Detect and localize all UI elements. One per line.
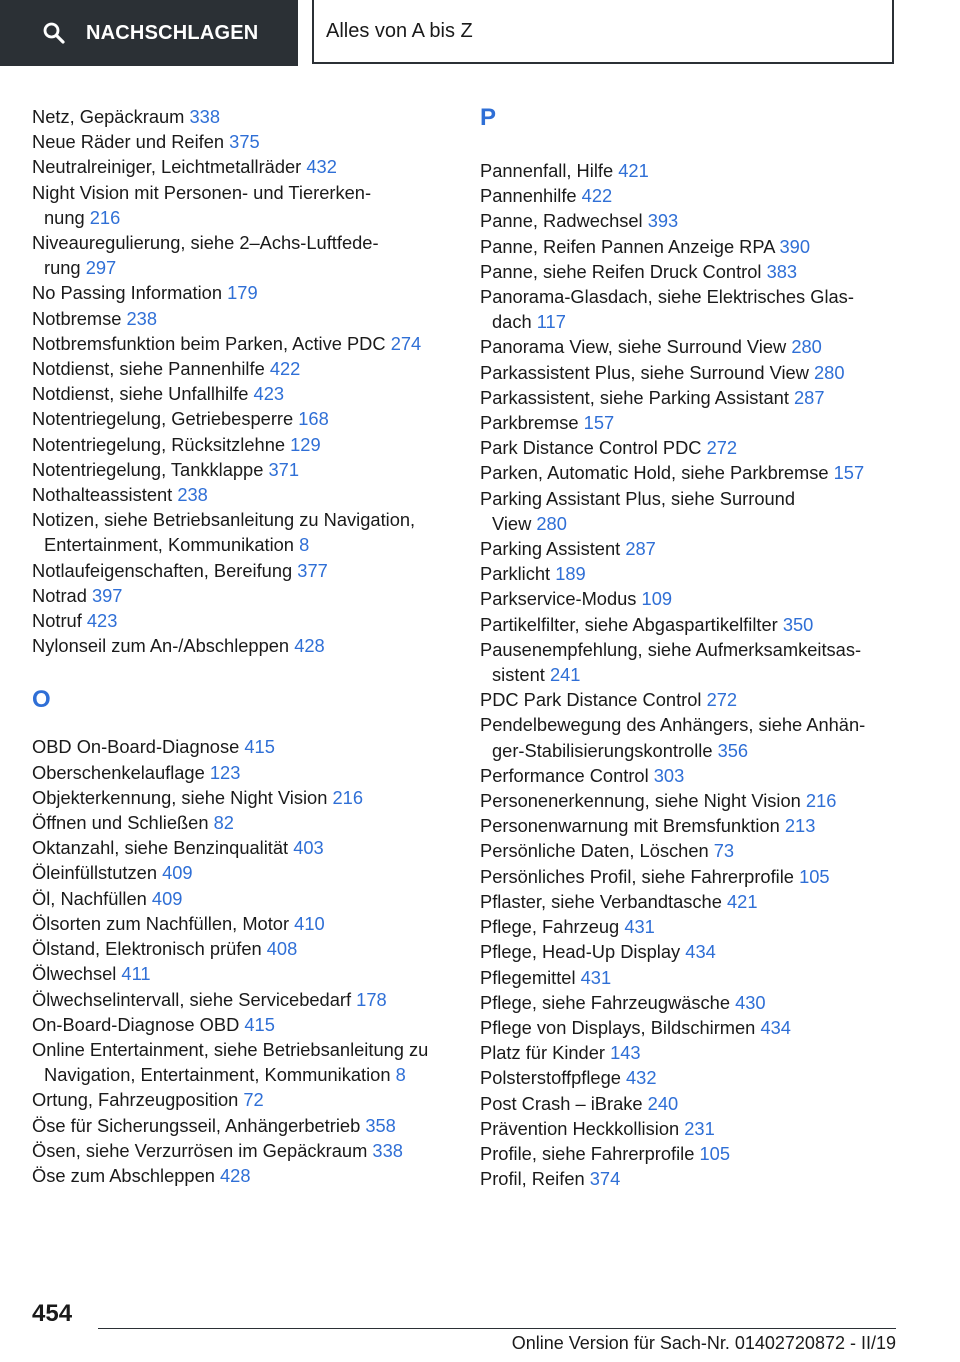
page-reference-link[interactable]: 216 [89,206,121,228]
page-reference-link[interactable]: 358 [365,1114,396,1136]
index-entry-text: Ösen, siehe Verzurrösen im Gepäckraum [32,1139,368,1161]
page-reference-link[interactable]: 157 [583,412,615,434]
index-entry [480,486,900,536]
index-entry [32,306,452,331]
index-entry-text: Öleinfüllstutzen [32,862,157,884]
index-entry-text: sistent [492,664,545,686]
index-entry-text: Pflaster, siehe Verbandtasche [480,890,722,912]
index-entry [32,785,452,810]
page-reference-link[interactable]: 431 [624,916,655,938]
index-entry [32,1138,452,1163]
index-entry-text: Parkservice-Modus [480,588,637,610]
index-entry [480,334,900,359]
index-entry-text: Öse für Sicherungsseil, Anhängerbetrieb [32,1114,361,1136]
page-reference-link[interactable]: 415 [244,1013,275,1035]
index-entry [32,1163,452,1188]
page-reference-link[interactable]: 422 [269,358,301,380]
index-entry-text: Online Entertainment, siehe Betriebsanleitung zu [32,1038,429,1060]
index-entry-text: Neue Räder und Reifen [32,131,225,153]
index-entry [32,104,452,129]
index-entry [32,608,452,633]
page-reference-link[interactable]: 72 [243,1089,264,1111]
index-entry-text: Panorama-Glasdach, siehe Elektrisches Glas- [480,286,854,308]
index-column-left [32,104,452,1188]
tab-nachschlagen-label: NACHSCHLAGEN [86,21,259,44]
index-entry-text: Ölsorten zum Nachfüllen, Motor [32,912,290,934]
index-entry [32,860,452,885]
index-entry-text: Nylonseil zum An-/Abschleppen [32,635,290,657]
tab-alles-von-a-bis-z[interactable] [312,0,894,64]
page-reference-link[interactable]: 143 [610,1042,641,1064]
index-entry-text: Netz, Gepäckraum [32,106,185,127]
page-reference-link[interactable]: 411 [121,963,151,985]
page-reference-link[interactable]: 216 [805,790,837,812]
page-reference-link[interactable]: 371 [268,458,299,480]
page-reference-link[interactable]: 216 [332,786,364,808]
index-entry [480,385,900,410]
page-reference-link[interactable]: 434 [685,941,716,963]
index-entry-text: Notdienst, siehe Pannenhilfe [32,358,265,380]
index-entry-text: Nothalteassistent [32,484,173,506]
index-entry-text: Neutralreiniger, Leichtmetallräder [32,156,302,178]
page-reference-link[interactable]: 375 [229,131,260,153]
index-entry [32,810,452,835]
index-entry-text: Notbremsfunktion beim Parken, Active PDC [32,332,386,354]
page-reference-link[interactable]: 238 [177,484,208,506]
index-entry-text: ger-Stabilisierungskontrolle [492,739,713,761]
index-entry-text: Pannenfall, Hilfe [480,160,614,181]
index-entry-text: Notizen, siehe Betriebsanleitung zu Navigation, [32,509,416,531]
page-number: 454 [32,1300,73,1327]
index-entry-text: Panorama View, siehe Surround View [480,336,787,358]
index-entry-text: Panne, Radwechsel [480,210,643,232]
index-entry [480,864,900,889]
page-reference-link[interactable]: 434 [760,1016,791,1038]
page-reference-link[interactable]: 129 [290,433,321,455]
index-entry [32,280,452,305]
index-entry [480,612,900,637]
index-entry [480,813,900,838]
index-entry-text: Parkbremse [480,412,579,434]
index-entry-text: Persönliche Daten, Löschen [480,840,709,862]
index-entry-text: Performance Control [480,764,649,786]
index-entry-text: Parking Assistant Plus, siehe Surround [480,487,796,509]
index-entry-text: Ölwechselintervall, siehe Servicebedarf [32,988,352,1010]
index-entry [480,435,900,460]
index-entry [480,965,900,990]
index-entry-text: Ortung, Fahrzeugposition [32,1089,239,1111]
index-entry [480,360,900,385]
page-reference-link[interactable]: 374 [589,1168,621,1190]
index-entry [32,180,452,230]
page-reference-link[interactable]: 338 [372,1139,403,1161]
index-entry [480,561,900,586]
index-entry [32,457,452,482]
page-reference-link[interactable]: 338 [189,106,221,127]
index-entry [32,961,452,986]
index-entry-text: Profil, Reifen [480,1168,585,1190]
index-entry [480,788,900,813]
page-reference-link[interactable]: 350 [782,613,814,635]
index-entry-text: Parken, Automatic Hold, siehe Parkbremse [480,462,829,484]
index-entry [32,734,452,759]
page-reference-link[interactable]: 178 [356,988,387,1010]
index-entry-text: Profile, siehe Fahrerprofile [480,1142,695,1164]
index-entry [480,1116,900,1141]
index-entry-text: Oktanzahl, siehe Benzinqualität [32,837,289,859]
index-entry-text: Platz für Kinder [480,1042,605,1064]
page-reference-link[interactable]: 117 [536,311,566,333]
page-reference-link[interactable]: 431 [580,966,612,988]
index-entry [32,507,452,557]
page-reference-link[interactable]: 123 [209,761,241,783]
index-entry [32,886,452,911]
index-entry [32,406,452,431]
page-reference-link[interactable]: 410 [294,912,325,934]
page-reference-link[interactable]: 409 [162,862,193,884]
index-entry-text: Notruf [32,610,82,632]
page-reference-link[interactable]: 231 [684,1117,715,1139]
index-entry-text: Notentriegelung, Getriebesperre [32,408,294,430]
index-entry-text: Parklicht [480,563,551,585]
page-reference-link[interactable]: 393 [647,210,679,232]
page-reference-link[interactable]: 8 [395,1064,406,1086]
index-entry [32,482,452,507]
index-entry [32,381,452,406]
page-reference-link[interactable]: 280 [536,512,567,534]
index-entry [480,889,900,914]
index-entry [32,633,452,658]
index-entry-text: View [492,512,532,534]
index-entry [480,763,900,788]
page-reference-link[interactable]: 423 [86,610,118,632]
page-reference-link[interactable]: 179 [227,282,258,304]
page-reference-link[interactable]: 157 [833,462,865,484]
page-reference-link[interactable]: 428 [220,1164,251,1186]
index-entry-text: Notdienst, siehe Unfallhilfe [32,383,249,405]
index-entry [480,460,900,485]
index-entry-text: Öse zum Abschleppen [32,1164,215,1186]
index-entry [480,410,900,435]
index-entry [32,1012,452,1037]
page-reference-link[interactable]: 272 [706,689,738,711]
index-entry [480,990,900,1015]
index-entry [32,911,452,936]
index-entry-text: Parkassistent, siehe Parking Assistant [480,386,789,408]
index-entry-text: OBD On-Board-Diagnose [32,736,240,758]
index-entry-text: On-Board-Diagnose OBD [32,1013,240,1035]
index-entry-text: Night Vision mit Personen- und Tiererken- [32,181,372,203]
index-entry-text: Park Distance Control PDC [480,437,702,459]
index-entry-text: Entertainment, Kommunikation [44,534,294,556]
index-entry [480,838,900,863]
index-entry-text: Notlaufeigenschaften, Bereifung [32,559,293,581]
page-reference-link[interactable]: 240 [647,1092,679,1114]
index-entry [480,939,900,964]
index-entry [32,331,452,356]
page-reference-link[interactable]: 168 [298,408,329,430]
page-reference-link[interactable]: 415 [244,736,275,758]
page-reference-link[interactable]: 303 [653,764,685,786]
index-entry [480,637,900,687]
page-reference-link[interactable]: 287 [794,386,825,408]
page-reference-link[interactable]: 280 [814,361,845,383]
page-reference-link[interactable]: 105 [699,1142,731,1164]
tab-nachschlagen[interactable] [0,0,298,66]
index-entry [32,230,452,280]
index-entry [32,558,452,583]
index-entry-text: Post Crash – iBrake [480,1092,643,1114]
index-entry [480,687,900,712]
index-entry-text: No Passing Information [32,282,223,304]
page-reference-link[interactable]: 287 [625,538,656,560]
index-column-right [480,104,900,1191]
index-entry-text: Personenerkennung, siehe Night Vision [480,790,801,812]
index-entry [32,432,452,457]
index-entry-text: Öffnen und Schließen [32,812,209,834]
page-reference-link[interactable]: 422 [581,185,613,207]
page-reference-link[interactable]: 356 [717,739,749,761]
index-entry-text: Personenwarnung mit Bremsfunktion [480,815,780,837]
page-reference-link[interactable]: 105 [799,865,830,887]
index-entry [32,154,452,179]
index-entry-text: Pflege, Head-Up Display [480,941,681,963]
index-entry [480,1091,900,1116]
index-entry-text: Pflege, siehe Fahrzeugwäsche [480,991,730,1013]
index-entry [480,914,900,939]
index-entry [480,712,900,762]
index-letter-heading: O [32,686,51,714]
index-entry [32,1113,452,1138]
page-reference-link[interactable]: 377 [297,559,328,581]
index-entry [32,936,452,961]
index-entry-text: Ölstand, Elektronisch prüfen [32,938,262,960]
index-entry-text: nung [44,206,85,228]
index-entry-text: Öl, Nachfüllen [32,887,147,909]
page-header [0,0,960,66]
index-entry-text: Panne, siehe Reifen Druck Control [480,260,762,282]
index-entry [480,259,900,284]
page-reference-link[interactable]: 241 [549,664,581,686]
index-entry-text: rung [44,257,81,279]
footer-version-text: Online Version für Sach-Nr. 01402720872 - II/19 [511,1333,896,1353]
tab-alles-label: Alles von A bis Z [326,19,473,42]
index-entry-text: Pflege, Fahrzeug [480,916,620,938]
page-reference-link[interactable]: 403 [293,837,324,859]
index-entry-text: Navigation, Entertainment, Kommunikation [44,1064,391,1086]
index-entry [32,1087,452,1112]
index-entry-text: Niveauregulierung, siehe 2–Achs-Luftfede- [32,232,379,254]
index-entry-text: Pannenhilfe [480,185,577,207]
page-reference-link[interactable]: 82 [213,812,234,834]
index-entry [32,356,452,381]
page-reference-link[interactable]: 409 [151,887,183,909]
index-entry-text: Notentriegelung, Rücksitzlehne [32,433,286,455]
page-reference-link[interactable]: 432 [306,156,337,178]
page-reference-link[interactable]: 213 [784,815,816,837]
index-entry-text: Oberschenkelauflage [32,761,205,783]
page-reference-link[interactable]: 280 [791,336,822,358]
index-entry [480,1141,900,1166]
index-entry [480,234,900,259]
page-reference-link[interactable]: 390 [779,235,811,257]
index-entry [32,129,452,154]
index-entry [32,1037,452,1087]
index-entry [480,158,900,183]
index-entry-text: Pendelbewegung des Anhängers, siehe Anhän- [480,714,866,736]
index-entry-text: Notbremse [32,307,122,329]
index-entry-text: Panne, Reifen Pannen Anzeige RPA [480,235,775,257]
index-entry-text: dach [492,311,532,333]
index-entry-text: Pausenempfehlung, siehe Aufmerksamkeitsas- [480,638,862,660]
index-entry-text: Pflege von Displays, Bildschirmen [480,1016,756,1038]
index-entry-text: Objekterkennung, siehe Night Vision [32,786,328,808]
index-entry [480,536,900,561]
index-entry-text: Partikelfilter, siehe Abgaspartikelfilter [480,613,778,635]
page-reference-link[interactable]: 421 [618,160,649,181]
index-entry [32,760,452,785]
index-entry [480,1015,900,1040]
index-entry-text: Pflegemittel [480,966,576,988]
page-reference-link[interactable]: 408 [266,938,298,960]
index-entry [480,183,900,208]
page-reference-link[interactable]: 421 [726,890,758,912]
footer-divider [98,1328,896,1329]
index-entry-text: Persönliches Profil, siehe Fahrerprofile [480,865,794,887]
index-entry [480,1065,900,1090]
page-reference-link[interactable]: 428 [294,635,325,657]
index-entry-text: Prävention Heckkollision [480,1117,680,1139]
index-entry [32,835,452,860]
page-reference-link[interactable]: 274 [390,332,422,354]
page-reference-link[interactable]: 272 [706,437,738,459]
index-entry [480,586,900,611]
page-reference-link[interactable]: 238 [126,307,158,329]
page-reference-link[interactable]: 397 [91,584,123,606]
index-letter-heading: P [480,104,497,131]
page-reference-link[interactable]: 189 [555,563,586,585]
page-reference-link[interactable]: 109 [641,588,673,610]
index-entry-text: Ölwechsel [32,963,117,985]
index-entry-text: Polsterstoffpflege [480,1067,621,1089]
page-reference-link[interactable]: 297 [85,257,117,279]
index-entry [32,987,452,1012]
page-reference-link[interactable]: 73 [713,840,735,862]
page-reference-link[interactable]: 432 [626,1067,657,1089]
index-entry [480,208,900,233]
page-reference-link[interactable]: 8 [299,534,310,556]
search-icon [42,21,66,45]
index-entry [480,1166,900,1191]
index-entry [480,1040,900,1065]
index-entry-text: Notrad [32,584,87,606]
index-entry-text: PDC Park Distance Control [480,689,702,711]
page-reference-link[interactable]: 430 [735,991,766,1013]
page-reference-link[interactable]: 423 [253,383,285,405]
index-entry [480,284,900,334]
page-reference-link[interactable]: 383 [766,260,798,282]
index-entry-text: Parkassistent Plus, siehe Surround View [480,361,809,383]
index-entry-text: Parking Assistent [480,538,621,560]
index-entry-text: Notentriegelung, Tankklappe [32,458,264,480]
index-entry [32,583,452,608]
